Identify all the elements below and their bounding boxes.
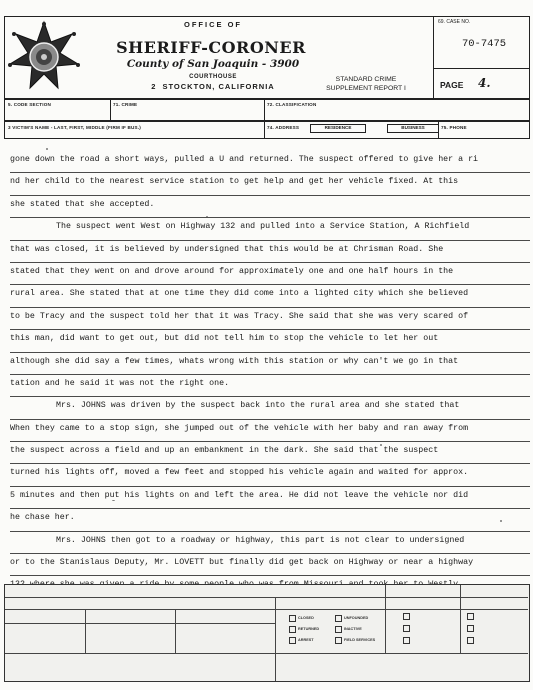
city-mark: 2: [151, 82, 157, 91]
routing-checkbox[interactable]: [403, 613, 410, 620]
report-title-line-2: SUPPLEMENT REPORT I: [326, 85, 406, 92]
returned-label: RETURNED: [298, 627, 320, 631]
narrative-line: she stated that she accepted.: [10, 196, 530, 218]
narrative-line: he chase her.: [10, 509, 530, 531]
victim-row: [4, 121, 530, 139]
narrative-line: gone down the road a short ways, pulled a U and returned. The suspect offered to give her a ri: [10, 151, 530, 173]
code-crime-row: [4, 99, 530, 121]
narrative-section: [10, 151, 530, 599]
office-of-label: OFFICE OF: [184, 20, 242, 29]
unfounded-checkbox[interactable]: [335, 615, 342, 622]
phone-label: 75. PHONE: [441, 125, 467, 130]
header-divider: [433, 68, 530, 69]
narrative-line: 5 minutes and then put his lights on and left the area. He did not leave the vehicle nor did: [10, 487, 530, 509]
photocopy-speck: [206, 216, 208, 217]
returned-checkbox[interactable]: [289, 626, 296, 633]
narrative-line: When they came to a stop sign, she jumped out of the vehicle with her baby and ran away from: [10, 420, 530, 442]
narrative-line: The suspect went West on Highway 132 and pulled into a Service Station, A Richfield: [10, 218, 530, 240]
page-number: 4.: [478, 76, 491, 90]
victim-name-label: 3 VICTIM'S NAME - LAST, FIRST, MIDDLE (FIRM IF BUS.): [8, 125, 141, 130]
routing-checkbox[interactable]: [403, 637, 410, 644]
narrative-line: nd her child to the nearest service station to get help and get her vehicle fixed. At this: [10, 173, 530, 195]
narrative-line: the suspect across a field and up an embankment in the dark. She said that the suspect: [10, 442, 530, 464]
header-divider: [433, 16, 434, 99]
closed-checkbox[interactable]: [289, 615, 296, 622]
photocopy-speck: [46, 148, 48, 150]
narrative-line: or to the Stanislaus Deputy, Mr. LOVETT but finally did get back on Highway or near a highway: [10, 554, 530, 576]
city-text: STOCKTON, CALIFORNIA: [162, 82, 275, 91]
page-label: PAGE: [440, 80, 464, 90]
routing-checkbox[interactable]: [403, 625, 410, 632]
closed-label: CLOSED: [298, 616, 314, 620]
arrest-label: ARREST: [298, 638, 314, 642]
routing-checkbox[interactable]: [467, 613, 474, 620]
inactive-label: INACTIVE: [344, 627, 362, 631]
narrative-line: Mrs. JOHNS then got to a roadway or highway, this part is not clear to undersigned: [10, 532, 530, 554]
report-footer-form: [4, 584, 530, 682]
county-line: County of San Joaquin - 3900: [126, 58, 300, 70]
routing-checkbox[interactable]: [467, 625, 474, 632]
courthouse-label: COURTHOUSE: [189, 74, 237, 80]
field-services-checkbox[interactable]: [335, 637, 342, 644]
narrative-line: tation and he said it was not the right one.: [10, 375, 530, 397]
photocopy-speck: [380, 444, 382, 446]
case-number-label: 69. CASE NO.: [438, 19, 471, 25]
photocopy-speck: [112, 500, 115, 501]
crime-label: 71. CRIME: [113, 102, 138, 107]
report-title: [300, 75, 432, 93]
residence-checkbox[interactable]: RESIDENCE: [310, 124, 366, 133]
business-checkbox[interactable]: BUSINESS: [387, 124, 439, 133]
address-label: 74. ADDRESS: [267, 125, 300, 130]
arrest-checkbox[interactable]: [289, 637, 296, 644]
field-services-label: FIELD SERVICES: [344, 638, 376, 642]
photocopy-speck: [500, 520, 502, 522]
narrative-line: stated that they went on and drove around for approximately one and one half hours in the: [10, 263, 530, 285]
inactive-checkbox[interactable]: [335, 626, 342, 633]
unfounded-label: UNFOUNDED: [344, 616, 369, 620]
narrative-line: rural area. She stated that at one time they did come into a lighted city which she believed: [10, 285, 530, 307]
narrative-line: although she did say a few times, whats wrong with this station or why can't we go in that: [10, 353, 530, 375]
routing-checkbox[interactable]: [467, 637, 474, 644]
sheriff-star-badge-icon: [8, 20, 80, 92]
code-section-label: 5. CODE SECTION: [8, 102, 52, 107]
city-label: [118, 82, 308, 91]
case-number: 70-7475: [461, 38, 507, 50]
narrative-line: turned his lights off, moved a few feet and stopped his vehicle again and waited for approx.: [10, 464, 530, 486]
narrative-line: to be Tracy and the suspect told her that it was Tracy. She said that she was very scared of: [10, 308, 530, 330]
report-title-line-1: STANDARD CRIME: [335, 76, 397, 83]
agency-title: SHERIFF-CORONER: [116, 38, 306, 57]
narrative-line: that was closed, it is believed by undersigned that this would be at Chrisman Road. She: [10, 241, 530, 263]
narrative-line: this man, did want to get out, but did not tell him to stop the vehicle to let her out: [10, 330, 530, 352]
narrative-line: Mrs. JOHNS was driven by the suspect back into the rural area and she stated that: [10, 397, 530, 419]
classification-label: 72. CLASSIFICATION: [267, 102, 317, 107]
